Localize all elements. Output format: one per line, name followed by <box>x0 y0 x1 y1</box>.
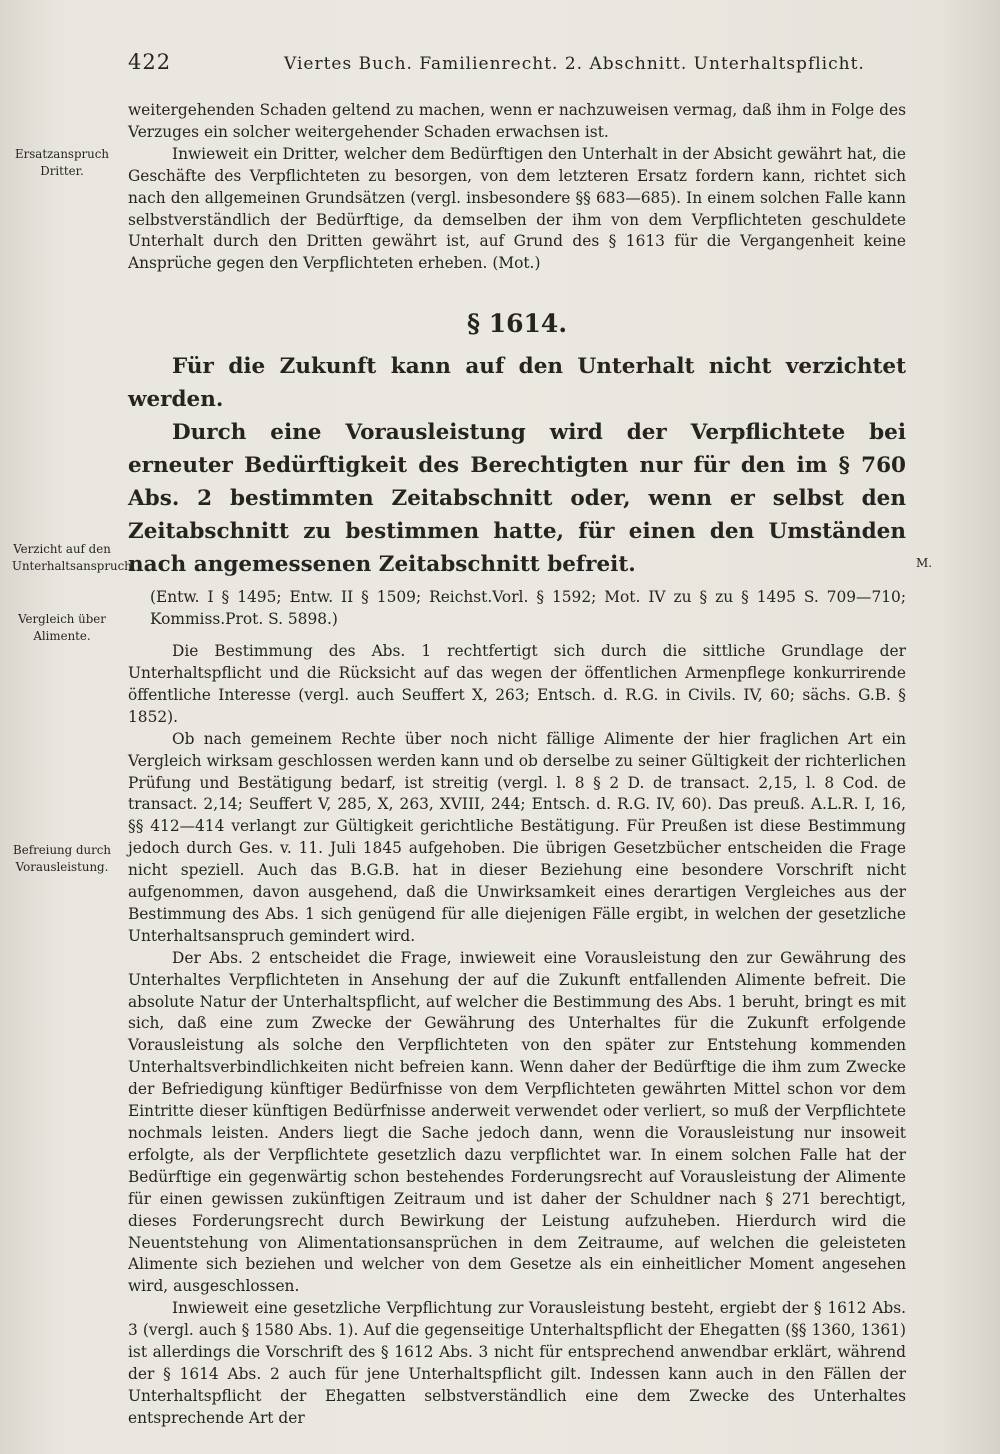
intro-paragraph-1: weitergehenden Schaden geltend zu machen, wenn er nachzuweisen vermag, daß ihm in Folge des Verzuges ein solcher weitergehender Schaden erwachsen ist. <box>128 101 906 141</box>
statute-paragraph-1: Für die Zukunft kann auf den Unterhalt nicht verzichtet werden. <box>128 354 906 413</box>
statute-text <box>128 350 906 581</box>
page-number: 422 <box>128 50 172 74</box>
commentary-paragraph-1: Die Bestimmung des Abs. 1 rechtfertigt sich durch die sittliche Grundlage der Unterhaltspflicht und die Rücksicht auf das wegen der öffentlichen Armenpflege konkurrirende öffentliche Interesse (vergl. auch Seuffert X, 263; Entsch. d. R.G. in Civils. IV, 60; sächs. G.B. § 1852). <box>128 642 906 726</box>
margin-note-befreiung: Befreiung durch Vorausleistung. <box>13 843 111 874</box>
commentary-paragraph-2: Ob nach gemeinem Rechte über noch nicht fällige Alimente der hier fraglichen Art ein Vergleich wirksam geschlossen werden kann und ob derselbe zu seiner Gültigkeit der richterlichen Prüfung und Bestätigung bedarf, ist streitig (vergl. l. 8 § 2 D. de transact. 2,15, l. 8 Cod. de transact. 2,14; Seuffert V, 285, X, 263, XVIII, 244; Entsch. d. R.G. IV, 60). Das preuß. A.L.R. I, 16, §§ 412—414 verlangt zur Gültigkeit gerichtliche Bestätigung. Für Preußen ist diese Bestimmung jedoch durch Ges. v. 11. Juli 1845 aufgehoben. Die übrigen Gesetzbücher entscheiden die Frage nicht speziell. Auch das B.G.B. hat in dieser Beziehung eine besondere Vorschrift nicht aufgenommen, davon ausgehend, daß die Unwirksamkeit eines derartigen Vergleiches aus der Bestimmung des Abs. 1 sich genügend für alle diejenigen Fälle ergibt, in welchen der gesetzliche Unterhaltsanspruch gemindert wird. <box>128 729 906 945</box>
margin-note-vergleich: Vergleich über Alimente. <box>18 612 106 643</box>
section-heading: § 1614. <box>466 309 568 339</box>
statute-paragraph-2: Durch eine Vorausleistung wird der Verpflichtete bei erneuter Bedürftigkeit des Berechtigten nur für den im § 760 Abs. 2 bestimmten Zeitabschnitt oder, wenn er selbst den Zeitabschnitt zu bestimmen hatte, für einen den Umständen nach angemessenen Zeitabschnitt befreit. <box>128 420 906 578</box>
margin-note-ersatzanspruch: Ersatzanspruch Dritter. <box>15 147 109 178</box>
references-text: (Entw. I § 1495; Entw. II § 1509; Reichst.Vorl. § 1592; Mot. IV zu § zu § 1495 S. 709—710; Kommiss.Prot. S. 5898.) <box>150 588 906 629</box>
commentary-paragraph-4: Inwieweit eine gesetzliche Verpflichtung zur Vorausleistung besteht, ergiebt der § 1612 Abs. 3 (vergl. auch § 1580 Abs. 1). Auf die gegenseitige Unterhaltspflicht der Ehegatten (§§ 1360, 1361) ist allerdings die Vorschrift des § 1612 Abs. 3 nicht für entsprechend anwendbar erklärt, während der § 1614 Abs. 2 auch für jene Unterhaltspflicht gilt. Indessen kann auch in den Fällen der Unterhaltspflicht der Ehegatten selbstverständlich eine dem Zwecke des Unterhaltes entsprechende Art der <box>128 1299 906 1427</box>
margin-note-verzicht: Verzicht auf den Unterhaltsanspruch. <box>12 542 136 573</box>
right-margin-mark: M. <box>916 556 933 570</box>
page-header <box>128 50 908 82</box>
statute-references <box>150 587 906 631</box>
intro-paragraph-2: Inwieweit ein Dritter, welcher dem Bedürftigen den Unterhalt in der Absicht gewährt hat, die Geschäfte des Verpflichteten zu besorgen, von dem letzteren Ersatz fordern kann, richtet sich nach den allgemeinen Grundsätzen (vergl. insbesondere §§ 683—685). In einem solchen Falle kann selbstverständlich der Bedürftige, da demselben der ihm von dem Verpflichteten geschuldete Unterhalt durch den Dritten gewährt ist, auf Grund des § 1613 für die Vergangenheit keine Ansprüche gegen den Verpflichteten erheben. (Mot.) <box>128 144 906 273</box>
running-head: Viertes Buch. Familienrecht. 2. Abschnitt. Unterhaltspflicht. <box>284 54 865 74</box>
commentary-paragraph-3: Der Abs. 2 entscheidet die Frage, inwieweit eine Vorausleistung den zur Gewährung des Unterhaltes Verpflichteten in Ansehung der auf die Zukunft entfallenden Alimente befreit. Die absolute Natur der Unterhaltspflicht, auf welcher die Bestimmung des Abs. 1 beruht, bringt es mit sich, daß eine zum Zwecke der Gewährung des Unterhaltes für die Zukunft erfolgende Vorausleistung als solche den Verpflichteten von den später zur Entstehung kommenden Unterhaltsverbindlichkeiten nicht befreien kann. Wenn daher der Bedürftige die ihm zum Zwecke der Befriedigung künftiger Bedürfnisse von dem Verpflichteten gewährten Mittel schon vor dem Eintritte dieser künftigen Bedürfnisse anderweit verwendet oder verliert, so muß der Verpflichtete nochmals leisten. Anders liegt die Sache jedoch dann, wenn die Vorausleistung nur insoweit erfolgte, als der Verpflichtete gesetzlich dazu verpflichtet war. In einem solchen Falle hat der Bedürftige ein gegenwärtig schon bestehendes Forderungsrecht auf Vorausleistung der Alimente für einen gewissen zukünftigen Zeitraum und ist daher der Schuldner nach § 271 berechtigt, dieses Forderungsrecht durch Bewirkung der Leistung aufzuheben. Hierdurch wird die Neuentstehung von Alimentationsansprüchen in dem Zeitraume, auf welchen die geleisteten Alimente sich beziehen und welcher von dem Gesetze als ein einheitlicher Moment angesehen wird, ausgeschlossen. <box>128 948 906 1296</box>
page-body <box>128 100 906 1430</box>
